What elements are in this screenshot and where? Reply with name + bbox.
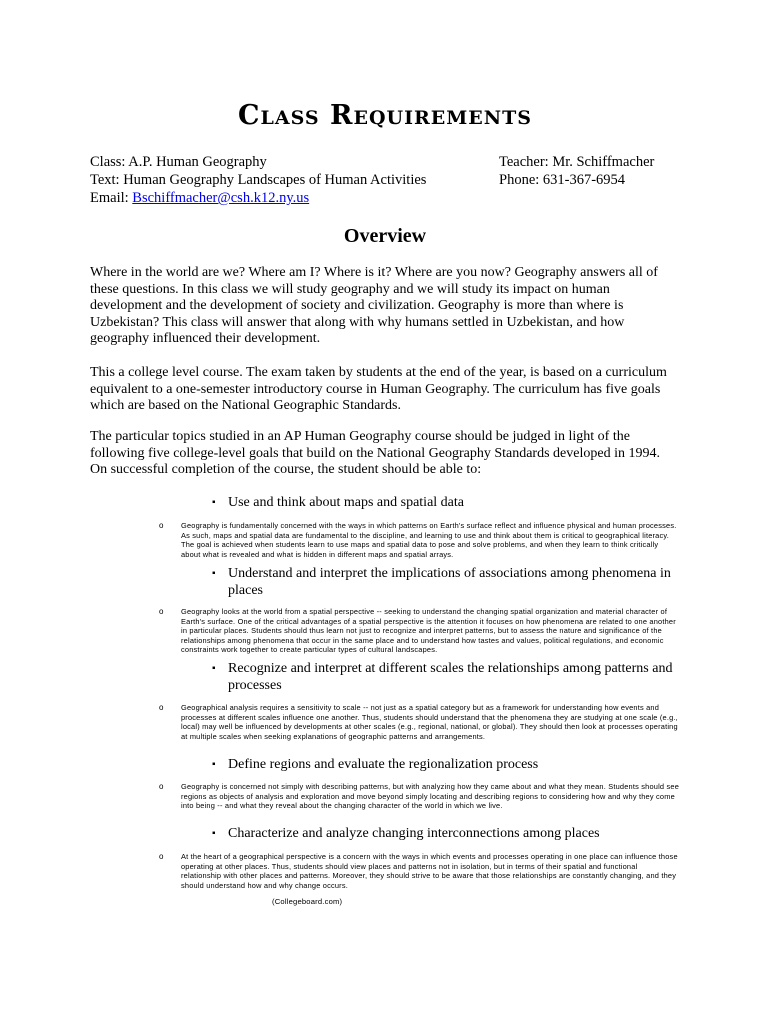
text-line: Text: Human Geography Landscapes of Human Activities xyxy=(90,172,427,188)
goals-intro-paragraph: The particular topics studied in an AP Human Geography course should be judged in light of the following five college-level goals that build on the National Geography Standards developed in 1994. On successful completion of the course, the student should be able to: xyxy=(90,429,660,477)
goal-item xyxy=(212,661,698,694)
goal-detail xyxy=(159,703,679,741)
phone-line: Phone: 631-367-6954 xyxy=(499,172,626,188)
bullet-icon: ▪ xyxy=(212,497,216,508)
overview-heading: Overview xyxy=(343,225,427,247)
goal-detail xyxy=(159,521,679,559)
goal-title: Understand and interpret the implications of associations among phenomena in places xyxy=(228,566,671,598)
teacher-line: Teacher: Mr. Schiffmacher xyxy=(499,154,655,170)
class-info xyxy=(90,153,426,207)
class-line: Class: A.P. Human Geography xyxy=(90,154,267,170)
bullet-icon: ▪ xyxy=(212,828,216,839)
goal-title: Recognize and interpret at different scales the relationships among patterns and processes xyxy=(228,661,673,693)
bullet-icon: ▪ xyxy=(212,759,216,770)
circle-bullet-icon: o xyxy=(159,607,164,616)
goal-item xyxy=(212,495,698,512)
goal-detail-text: Geographical analysis requires a sensitivity to scale -- not just as a spatial category but as a framework for understanding how events and processes at different scales influence one another. Thus, students should understand that the phenomena they are studying at one scale (e.g., local) may well be influenced by developments at other scales (e.g., regional, national, or global). They should then look at processes operating at multiple scales when seeking explanations of geographic patterns and arrangements. xyxy=(181,703,678,741)
bullet-icon: ▪ xyxy=(212,568,216,579)
circle-bullet-icon: o xyxy=(159,703,164,712)
teacher-info xyxy=(499,153,654,189)
circle-bullet-icon: o xyxy=(159,521,164,530)
goal-detail xyxy=(159,782,679,811)
email-line xyxy=(90,189,426,207)
page-title: Class Requirements xyxy=(238,100,532,131)
circle-bullet-icon: o xyxy=(159,782,164,791)
circle-bullet-icon: o xyxy=(159,852,164,861)
citation: (Collegeboard.com) xyxy=(272,897,343,906)
goal-detail-text: Geography looks at the world from a spatial perspective -- seeking to understand the changing spatial organization and material character of Earth's surface. One of the critical advantages of a spatial perspective is the attention it focuses on how phenomena are related to one another in particular places. Students should thus learn not just to recognize and interpret patterns, but to assess the nature and significance of the relationships among phenomena that occur in the same place and to understand how tastes and values, political regulations, and economic constraints work together to create particular types of cultural landscapes. xyxy=(181,607,676,655)
bullet-icon: ▪ xyxy=(212,663,216,674)
goal-detail xyxy=(159,852,679,890)
course-paragraph: This a college level course. The exam taken by students at the end of the year, is based on a curriculum equivalent to a one-semester introductory course in Human Geography. The curriculum has five goals which are based on the National Geographic Standards. xyxy=(90,365,667,413)
goal-detail-text: At the heart of a geographical perspective is a concern with the ways in which events and processes operating in one place can influence those operating at other places. Thus, students should view places and patterns not in isolation, but in terms of their spatial and functional relationship with other places and patterns. Moreover, they should strive to be aware that those relationships are constantly changing, and they should understand how and why change occurs. xyxy=(181,852,678,890)
intro-paragraph: Where in the world are we? Where am I? Where is it? Where are you now? Geography answers all of these questions. In this class we will study geography and we will study its impact on human development and the development of society and civilization. Geography is more than where is Uzbekistan? This class will answer that along with why humans settled in Uzbekistan, and how geography influenced their development. xyxy=(90,265,658,346)
goal-item xyxy=(212,826,698,843)
goal-item xyxy=(212,757,698,774)
goal-title: Use and think about maps and spatial data xyxy=(228,495,464,510)
goal-title: Characterize and analyze changing interconnections among places xyxy=(228,826,600,841)
email-label: Email: xyxy=(90,190,133,206)
goal-detail-text: Geography is fundamentally concerned with the ways in which patterns on Earth's surface reflect and influence physical and human processes. As such, maps and spatial data are fundamental to the discipline, and learning to use and think about them is critical to geographical literacy. The goal is achieved when students learn to use maps and spatial data to pose and solve problems, and when they learn to think critically about what is revealed and what is hidden in different maps and spatial arrays. xyxy=(181,521,677,559)
goal-detail xyxy=(159,607,679,655)
email-link[interactable]: Bschiffmacher@csh.k12.ny.us xyxy=(132,190,310,206)
goal-title: Define regions and evaluate the regionalization process xyxy=(228,757,539,772)
goal-item xyxy=(212,566,698,599)
goal-detail-text: Geography is concerned not simply with describing patterns, but with analyzing how they came about and what they mean. Students should see regions as objects of analysis and exploration and move beyond simply locating and describing regions to considering how and why they come into being -- and what they reveal about the changing character of the world in which we live. xyxy=(181,782,679,811)
